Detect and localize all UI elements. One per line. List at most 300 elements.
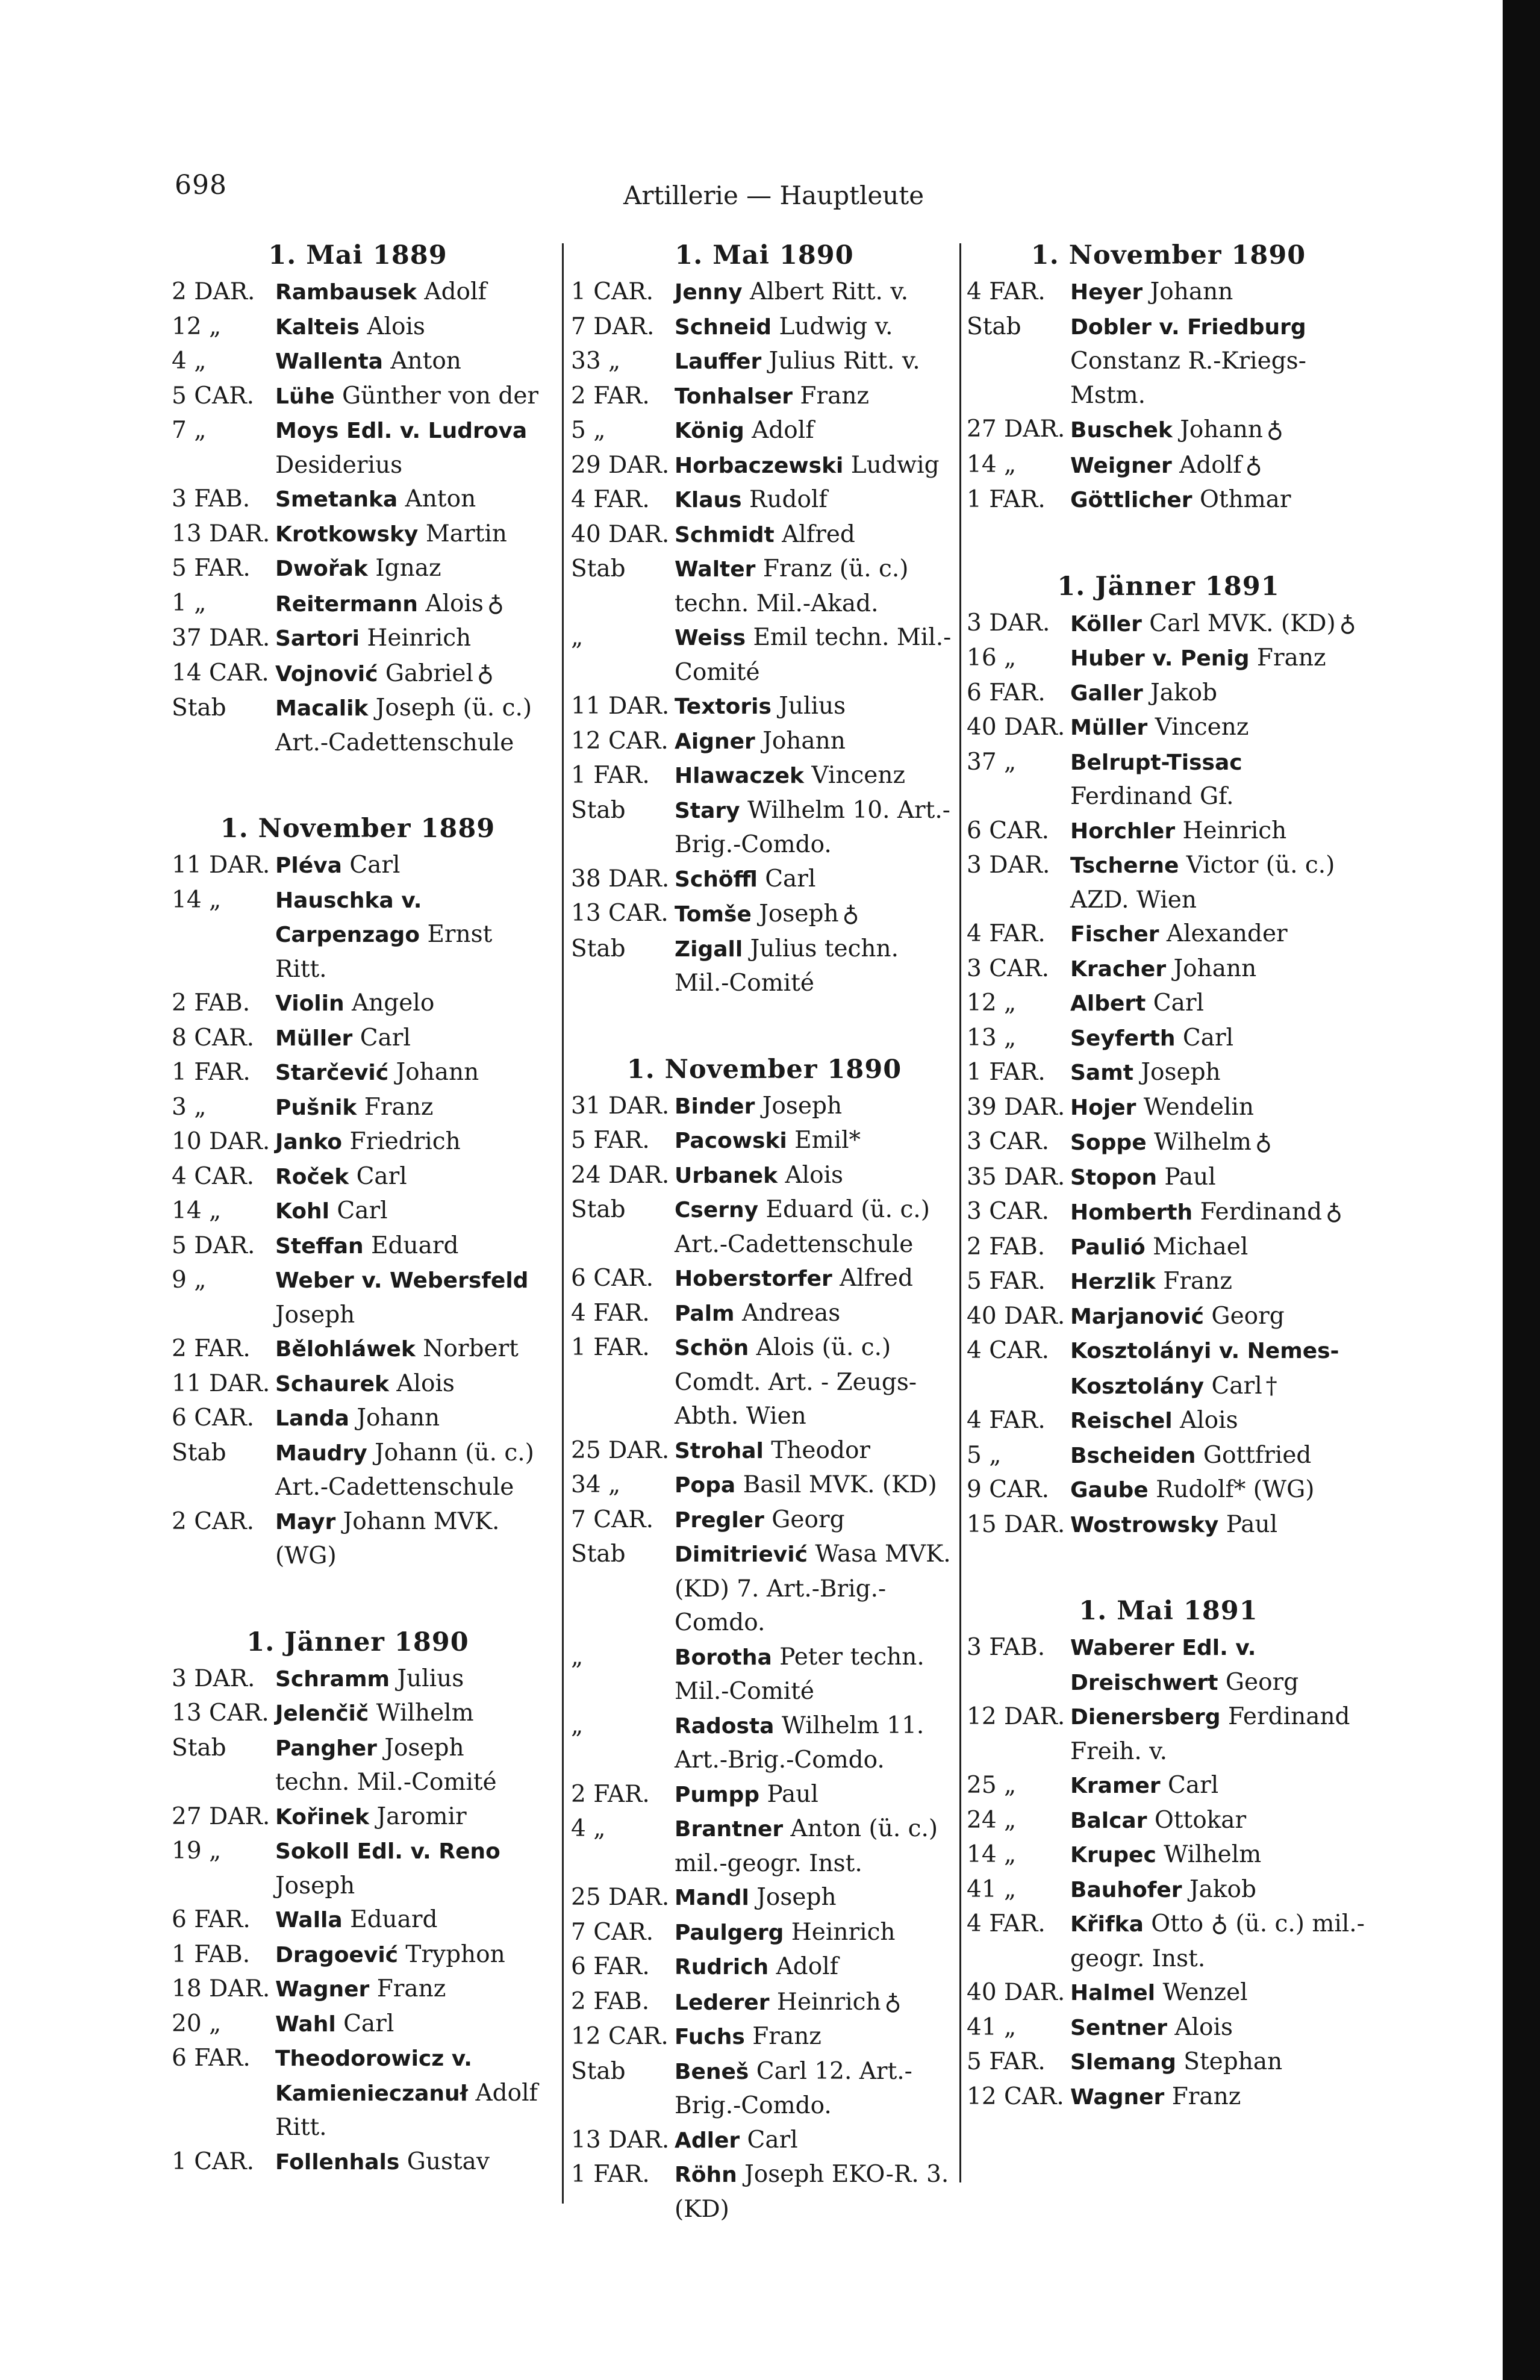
given-name-and-notes: Carl xyxy=(360,1024,411,1051)
unit-designation: Stab xyxy=(571,1540,626,1568)
given-name-and-notes: Anton (ü. c.) mil.-geogr. Inst. xyxy=(675,1815,938,1877)
officer-entry xyxy=(967,1404,1370,1439)
surname: Borotha xyxy=(675,1645,772,1670)
officer-entry xyxy=(172,1125,544,1160)
officer-name xyxy=(675,1537,958,1640)
unit-designation: 12 „ xyxy=(172,313,222,340)
officer-entry xyxy=(571,621,958,690)
officer-entry xyxy=(571,897,958,932)
officer-entry xyxy=(967,2080,1370,2115)
unit-designation: 40 DAR. xyxy=(967,1302,1065,1330)
officer-entry xyxy=(571,552,958,621)
given-name-and-notes: Basil MVK. (KD) xyxy=(743,1471,937,1498)
officer-entry xyxy=(172,1263,544,1332)
surname: Slemang xyxy=(1070,2050,1176,2075)
given-name-and-notes: Friedrich xyxy=(349,1128,461,1155)
officer-name xyxy=(675,932,958,1001)
unit-designation: 40 DAR. xyxy=(967,714,1065,741)
surname: Reitermann xyxy=(275,591,418,617)
unit-designation: 37 „ xyxy=(967,748,1017,776)
unit-designation: 16 „ xyxy=(967,644,1017,671)
given-name-and-notes: Julius Ritt. v. xyxy=(768,347,920,375)
officer-entry xyxy=(172,1091,544,1126)
officer-name xyxy=(1070,1021,1370,1056)
officer-entry xyxy=(967,849,1370,917)
unit-designation: 3 CAR. xyxy=(967,1128,1049,1155)
surname: Křifka xyxy=(1070,1912,1144,1937)
officer-entry xyxy=(967,1439,1370,1474)
officer-name xyxy=(275,2145,544,2180)
surname: Weber v. Webersfeld xyxy=(275,1268,529,1293)
officer-name xyxy=(275,1662,544,1697)
officer-entry xyxy=(172,1021,544,1056)
officer-name xyxy=(275,1696,544,1731)
officer-name xyxy=(675,379,958,414)
officer-name xyxy=(275,587,544,622)
officer-name xyxy=(275,344,544,379)
officer-entry xyxy=(967,1804,1370,1839)
unit-designation: Stab xyxy=(172,1734,226,1762)
officer-entry xyxy=(571,1537,958,1640)
officer-entry xyxy=(967,676,1370,711)
officer-name xyxy=(675,2123,958,2158)
officer-entry xyxy=(172,621,544,656)
given-name-and-notes: Martin xyxy=(425,520,507,547)
officer-name xyxy=(675,1916,958,1951)
unit-designation: 5 DAR. xyxy=(172,1232,255,1259)
given-name-and-notes: Paul xyxy=(1226,1510,1278,1538)
officer-name xyxy=(675,1812,958,1881)
officer-name xyxy=(675,1468,958,1503)
given-name-and-notes: Heinrich xyxy=(1182,817,1287,844)
officer-entry xyxy=(967,1907,1370,1976)
officer-entry xyxy=(172,1800,544,1835)
unit-designation: 33 „ xyxy=(571,347,621,375)
surname: Janko xyxy=(275,1130,343,1154)
officer-name xyxy=(275,1332,544,1367)
unit-designation: 14 CAR. xyxy=(172,659,269,687)
officer-name xyxy=(675,1640,958,1709)
officer-name xyxy=(675,310,958,345)
officer-name xyxy=(275,275,544,310)
given-name-and-notes: Ignaz xyxy=(375,555,441,582)
given-name-and-notes: Wilhelm 10. Art.-Brig.-Comdo. xyxy=(675,796,950,858)
unit-designation: 13 CAR. xyxy=(571,900,669,927)
officer-entry xyxy=(967,1873,1370,1908)
officer-name xyxy=(675,1159,958,1194)
officer-entry xyxy=(571,690,958,724)
given-name-and-notes: Carl xyxy=(1153,989,1204,1017)
officer-entry xyxy=(571,1985,958,2020)
surname: Weiss xyxy=(675,626,746,650)
unit-designation: 1 „ xyxy=(172,589,207,617)
unit-designation: 4 CAR. xyxy=(967,1337,1049,1364)
given-name-and-notes: Carl xyxy=(765,865,816,892)
officer-name xyxy=(675,621,958,690)
officer-entry xyxy=(571,2055,958,2123)
officer-name xyxy=(1070,310,1370,413)
officer-entry xyxy=(967,483,1370,518)
officer-name xyxy=(675,759,958,794)
unit-designation: 34 „ xyxy=(571,1471,621,1498)
surname: Huber v. Penig xyxy=(1070,646,1250,671)
officer-name xyxy=(275,1436,544,1505)
officer-name xyxy=(275,1834,544,1903)
officer-entry xyxy=(967,1230,1370,1265)
officer-entry xyxy=(172,849,544,883)
surname: Krupec xyxy=(1070,1843,1156,1868)
unit-designation: 5 CAR. xyxy=(172,382,254,410)
given-name-and-notes: Heinrich xyxy=(367,625,472,652)
given-name-and-notes: Ferdinand Freih. v. xyxy=(1070,1703,1350,1765)
column-1 xyxy=(172,238,544,2231)
officer-name xyxy=(1070,413,1370,448)
officer-name xyxy=(275,1263,544,1332)
given-name-and-notes: Victor (ü. c.) AZD. Wien xyxy=(1070,852,1335,914)
officer-name xyxy=(1070,1091,1370,1126)
surname: Fuchs xyxy=(675,2025,745,2049)
given-name-and-notes: Franz (ü. c.) techn. Mil.-Akad. xyxy=(675,555,909,617)
officer-entry xyxy=(571,1331,958,1434)
given-name-and-notes: Wendelin xyxy=(1143,1093,1254,1121)
unit-designation: 35 DAR. xyxy=(967,1163,1065,1191)
officer-name xyxy=(1070,2080,1370,2115)
surname: Hauschka v. Carpenzago xyxy=(275,888,422,947)
officer-name xyxy=(1070,1230,1370,1265)
officer-entry xyxy=(172,2042,544,2145)
surname: Stopon xyxy=(1070,1165,1157,1190)
surname: Palm xyxy=(675,1301,735,1326)
surname: Vojnović xyxy=(275,661,378,687)
surname: Köller xyxy=(1070,611,1142,637)
officer-name xyxy=(275,552,544,587)
surname: Macalik xyxy=(275,696,369,721)
unit-designation: 14 „ xyxy=(967,1841,1017,1868)
officer-entry xyxy=(172,1367,544,1402)
officer-entry xyxy=(967,448,1370,484)
officer-entry xyxy=(571,1950,958,1985)
given-name-and-notes: Franz xyxy=(752,2023,821,2050)
surname: Brantner xyxy=(675,1817,784,1842)
officer-entry xyxy=(571,759,958,794)
officer-entry xyxy=(967,2045,1370,2080)
officer-entry xyxy=(172,986,544,1021)
unit-designation: 9 CAR. xyxy=(967,1476,1049,1503)
officer-name xyxy=(1070,1508,1370,1543)
surname: Aigner xyxy=(675,729,755,754)
unit-designation: 3 DAR. xyxy=(967,609,1050,637)
unit-designation: 1 CAR. xyxy=(571,278,653,305)
officer-name xyxy=(1070,1265,1370,1300)
given-name-and-notes: Joseph xyxy=(759,900,839,927)
surname: Balcar xyxy=(1070,1808,1147,1833)
unit-designation: 10 DAR. xyxy=(172,1128,270,1155)
officer-name xyxy=(1070,1873,1370,1908)
officer-name xyxy=(275,1021,544,1056)
given-name-and-notes: Joseph (ü. c.) Art.-Cadettenschule xyxy=(275,694,532,756)
given-name-and-notes: Alois xyxy=(1174,2013,1233,2041)
officer-entry xyxy=(571,483,958,518)
date-section xyxy=(571,238,958,1001)
officer-entry xyxy=(172,1938,544,1973)
officer-entry xyxy=(571,518,958,553)
unit-designation: 6 FAR. xyxy=(571,1953,650,1980)
unit-designation: 14 „ xyxy=(967,450,1017,478)
officer-entry xyxy=(571,1503,958,1538)
officer-entry xyxy=(172,1160,544,1195)
officer-entry xyxy=(172,1505,544,1574)
date-section xyxy=(967,569,1370,1543)
given-name-and-notes: Ludwig xyxy=(850,451,940,479)
surname: Walter xyxy=(675,557,756,582)
unit-designation: 4 FAR. xyxy=(571,1299,650,1327)
surname: König xyxy=(675,419,744,443)
officer-name xyxy=(275,691,544,760)
given-name-and-notes: Johann xyxy=(1180,416,1263,443)
unit-designation: 6 FAR. xyxy=(172,1906,251,1933)
given-name-and-notes: Carl xyxy=(1168,1772,1219,1799)
given-name-and-notes: Franz xyxy=(1256,644,1326,671)
officer-entry xyxy=(571,379,958,414)
surname: Starčević xyxy=(275,1061,389,1085)
surname: Wallenta xyxy=(275,349,383,374)
officer-name xyxy=(675,344,958,379)
given-name-and-notes: Franz xyxy=(1163,1268,1232,1295)
surname: Pléva xyxy=(275,853,342,878)
decoration-mark-icon: ♁ xyxy=(1266,416,1283,443)
date-section xyxy=(172,238,544,760)
surname: Kramer xyxy=(1070,1774,1161,1798)
officer-entry xyxy=(967,1838,1370,1873)
officer-name xyxy=(1070,606,1370,642)
surname: Rudrich xyxy=(675,1955,769,1980)
unit-designation: 4 FAR. xyxy=(967,278,1046,305)
officer-entry xyxy=(967,1160,1370,1195)
given-name-and-notes: Ernst Ritt. xyxy=(275,921,493,983)
surname: Tscherne xyxy=(1070,853,1179,878)
unit-designation: 39 DAR. xyxy=(967,1093,1065,1121)
given-name-and-notes: Theodor xyxy=(771,1436,871,1464)
unit-designation: 11 DAR. xyxy=(172,1369,270,1397)
unit-designation: 37 DAR. xyxy=(172,625,270,652)
unit-designation: 5 FAR. xyxy=(967,1268,1046,1295)
officer-entry xyxy=(967,746,1370,814)
officer-name xyxy=(1070,1160,1370,1195)
officer-name xyxy=(1070,1907,1370,1976)
given-name-and-notes: Alexander xyxy=(1166,920,1288,947)
date-heading: 1. November 1890 xyxy=(626,1054,902,1085)
unit-designation: 7 „ xyxy=(172,417,207,444)
decoration-mark-icon: ♁ xyxy=(1326,1198,1342,1225)
surname: Müller xyxy=(275,1026,353,1051)
surname: Dienersberg xyxy=(1070,1705,1221,1730)
given-name-and-notes: Johann (ü. c.) Art.-Cadettenschule xyxy=(275,1439,534,1501)
unit-designation: „ xyxy=(571,1643,584,1671)
unit-designation: 38 DAR. xyxy=(571,865,670,892)
given-name-and-notes: Alois xyxy=(785,1161,844,1189)
officer-entry xyxy=(967,1056,1370,1091)
officer-entry xyxy=(172,1662,544,1697)
officer-entry xyxy=(967,1769,1370,1804)
officer-name xyxy=(275,1903,544,1938)
officer-name xyxy=(275,986,544,1021)
unit-designation: 4 CAR. xyxy=(172,1162,254,1190)
officer-name xyxy=(1070,1804,1370,1839)
officer-name xyxy=(1070,849,1370,917)
officer-name xyxy=(1070,1631,1370,1700)
unit-designation: Stab xyxy=(571,555,626,582)
officer-name xyxy=(1070,1334,1370,1404)
given-name-and-notes: Albert Ritt. v. xyxy=(749,278,909,305)
officer-name xyxy=(1070,746,1370,814)
given-name-and-notes: Rudolf* (WG) xyxy=(1156,1476,1315,1503)
unit-designation: 5 FAR. xyxy=(967,2048,1046,2075)
officer-name xyxy=(1070,1700,1370,1769)
officer-name xyxy=(675,1950,958,1985)
surname: Rambausek xyxy=(275,280,417,305)
given-name-and-notes: Joseph techn. Mil.-Comité xyxy=(275,1734,497,1796)
unit-designation: 4 FAR. xyxy=(967,1910,1046,1937)
officer-entry xyxy=(172,1731,544,1800)
officer-name xyxy=(675,1881,958,1916)
decoration-mark-icon: ♁ xyxy=(1255,1129,1272,1155)
unit-designation: 24 DAR. xyxy=(571,1161,670,1189)
unit-designation: 11 DAR. xyxy=(571,693,670,720)
unit-designation: 15 DAR. xyxy=(967,1510,1065,1538)
surname: Paulgerg xyxy=(675,1920,784,1945)
officer-entry xyxy=(967,711,1370,746)
given-name-and-notes: Johann xyxy=(396,1059,479,1086)
given-name-and-notes: Emil techn. Mil.-Comité xyxy=(675,624,952,686)
surname: Wagner xyxy=(275,1977,370,2002)
column-rule xyxy=(959,243,961,2182)
given-name-and-notes: Vincenz xyxy=(1155,714,1249,741)
officer-name xyxy=(1070,1838,1370,1873)
officer-entry xyxy=(571,1124,958,1159)
given-name-and-notes: Heinrich xyxy=(776,1988,881,2016)
given-name-and-notes: Alois xyxy=(425,590,484,617)
surname: Dimitriević xyxy=(675,1542,808,1567)
given-name-and-notes: Adolf xyxy=(424,278,487,305)
officer-name xyxy=(275,1194,544,1229)
unit-designation: 41 „ xyxy=(967,2013,1017,2041)
surname: Schmidt xyxy=(675,522,775,547)
officer-entry xyxy=(967,1125,1370,1160)
officer-entry xyxy=(967,1976,1370,2011)
unit-designation: 4 FAR. xyxy=(967,920,1046,947)
given-name-and-notes: Carl xyxy=(1182,1024,1234,1051)
surname: Bělohláwek xyxy=(275,1337,416,1362)
officer-name xyxy=(1070,986,1370,1021)
officer-entry xyxy=(172,275,544,310)
given-name-and-notes: Gabriel xyxy=(385,659,473,687)
unit-designation: 5 FAR. xyxy=(571,1127,650,1154)
surname: Cserny xyxy=(675,1198,759,1223)
officer-entry xyxy=(172,1696,544,1731)
given-name-and-notes: Wilhelm 11. Art.-Brig.-Comdo. xyxy=(675,1712,924,1774)
given-name-and-notes: Constanz R.-Kriegs-Mstm. xyxy=(1070,347,1306,409)
given-name-and-notes: Rudolf xyxy=(749,486,828,513)
surname: Belrupt-Tissac xyxy=(1070,750,1242,775)
given-name-and-notes: Paul xyxy=(767,1780,818,1808)
given-name-and-notes: Joseph EKO-R. 3. (KD) xyxy=(675,2161,949,2223)
surname: Strohal xyxy=(675,1438,764,1463)
officer-name xyxy=(1070,1439,1370,1474)
officer-name xyxy=(675,2158,958,2226)
unit-designation: 6 CAR. xyxy=(967,817,1049,844)
given-name-and-notes: Carl xyxy=(337,1197,388,1224)
officer-entry xyxy=(571,1468,958,1503)
unit-designation: 18 DAR. xyxy=(172,1975,270,2002)
officer-name xyxy=(1070,676,1370,711)
surname: Seyferth xyxy=(1070,1026,1176,1051)
surname: Tomše xyxy=(675,902,752,927)
surname: Soppe xyxy=(1070,1130,1147,1155)
decoration-mark-icon: ♁ xyxy=(1245,451,1262,478)
officer-entry xyxy=(571,1709,958,1778)
surname: Buschek xyxy=(1070,418,1173,443)
officer-name xyxy=(1070,814,1370,849)
officer-name xyxy=(275,849,544,883)
officer-entry xyxy=(571,1778,958,1813)
officer-entry xyxy=(967,917,1370,952)
officer-name xyxy=(675,2020,958,2055)
column-2 xyxy=(571,238,958,2278)
surname: Zigall xyxy=(675,936,743,962)
unit-designation: 1 FAB. xyxy=(172,1940,251,1968)
given-name-and-notes: Johann xyxy=(762,727,846,755)
surname: Kosztolányi v. Nemes-Kosztolány xyxy=(1070,1339,1339,1399)
unit-designation: Stab xyxy=(571,796,626,824)
surname: Binder xyxy=(675,1094,755,1119)
officer-entry xyxy=(967,1700,1370,1769)
officer-entry xyxy=(967,1508,1370,1543)
unit-designation: 31 DAR. xyxy=(571,1092,670,1120)
unit-designation: 41 „ xyxy=(967,1875,1017,1903)
date-section xyxy=(172,1625,544,2180)
given-name-and-notes: Georg xyxy=(772,1506,845,1533)
surname: Maudry xyxy=(275,1441,367,1466)
officer-entry xyxy=(172,1436,544,1505)
officer-entry xyxy=(571,1089,958,1124)
given-name-and-notes: Paul xyxy=(1164,1163,1216,1191)
officer-entry xyxy=(967,986,1370,1021)
date-heading: 1. Jänner 1891 xyxy=(1057,571,1280,602)
officer-name xyxy=(675,1985,958,2020)
officer-name xyxy=(275,482,544,517)
unit-designation: 5 „ xyxy=(967,1441,1002,1469)
officer-entry xyxy=(571,862,958,897)
officer-name xyxy=(1070,1195,1370,1230)
unit-designation: 12 CAR. xyxy=(571,727,669,755)
officer-name xyxy=(275,2042,544,2145)
unit-designation: 24 „ xyxy=(967,1806,1017,1834)
surname: Gaube xyxy=(1070,1478,1149,1503)
given-name-and-notes: Peter techn. Mil.-Comité xyxy=(675,1643,924,1705)
surname: Hojer xyxy=(1070,1095,1136,1120)
given-name-and-notes: Heinrich xyxy=(791,1918,896,1946)
given-name-and-notes: Stephan xyxy=(1183,2048,1283,2075)
surname: Theodorowicz v. Kamienieczanuł xyxy=(275,2046,472,2106)
unit-designation: 12 „ xyxy=(967,989,1017,1017)
officer-name xyxy=(1070,1976,1370,2011)
date-heading: 1. Mai 1891 xyxy=(1079,1596,1258,1626)
given-name-and-notes: Carl xyxy=(356,1162,407,1190)
officer-name xyxy=(675,1297,958,1332)
unit-designation: 6 CAR. xyxy=(172,1404,254,1431)
officer-name xyxy=(1070,1300,1370,1335)
given-name-and-notes: Alois (ü. c.) Comdt. Art. - Zeugs-Abth. Wien xyxy=(675,1334,917,1430)
